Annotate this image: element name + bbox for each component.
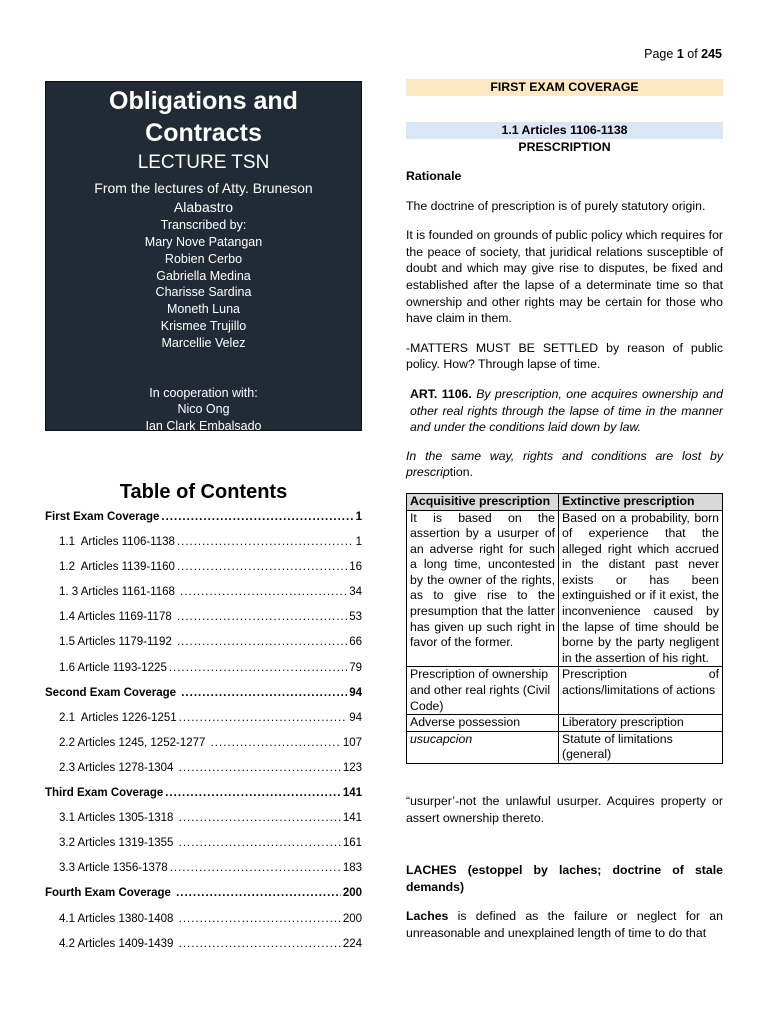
toc-entry-page: 79 (349, 661, 362, 674)
toc-entry-label: Second Exam Coverage (45, 686, 180, 699)
toc-entry-label: 1.1 Articles 1106-1138 (59, 536, 175, 549)
toc-entry-page: 141 (342, 812, 362, 825)
cover-lecturer-line2: Alabastro (173, 199, 234, 215)
table-cell: It is based on the assertion by a usurper of an adverse right for such a long time, uncontested by the owner of the rights, as to give rise to the presumption that the latter has given up such right in favor of the former. (407, 510, 559, 667)
toc-entry-label: 2.1 Articles 1226-1251 (59, 711, 177, 724)
table-cell: Statute of limitations (general) (559, 731, 723, 763)
main-content (406, 79, 723, 942)
toc-entry-page: 1 (355, 536, 362, 549)
toc-entry-page: 66 (349, 636, 362, 649)
cover-lecturer-line1: From the lectures of Atty. Bruneson (94, 180, 313, 196)
table-header-cell: Extinctive prescription (559, 493, 723, 510)
toc-dot-leader (179, 709, 348, 727)
toc-entry-articles[interactable] (45, 935, 362, 960)
toc-entry-page: 123 (342, 761, 362, 774)
toc-entry-label: 2.2 Articles 1245, 1252-1277 (59, 736, 209, 749)
toc-entry-articles[interactable] (45, 608, 362, 633)
paragraph-usurper: “usurper’-not the unlawful usurper. Acquires property or assert ownership thereto. (406, 794, 723, 825)
toc-entry-page: 107 (342, 736, 362, 749)
toc-entry-page: 1 (355, 511, 362, 523)
transcriber-name: Marcellie Velez (161, 335, 246, 350)
laches-text: is defined as the failure or neglect for an unreasonable and unexplained length of time to do that (406, 909, 723, 940)
toc-entry-articles[interactable] (45, 583, 362, 608)
toc-entry-coverage[interactable] (45, 684, 362, 709)
page-number: Page 1 of 245 (644, 47, 722, 61)
toc-entry-label: Third Exam Coverage (45, 787, 164, 800)
transcriber-list (46, 234, 361, 352)
toc-entry-page: 53 (349, 611, 362, 624)
toc-dot-leader (179, 834, 341, 852)
table-cell: Adverse possession (407, 715, 559, 732)
toc-title: Table of Contents (119, 481, 288, 503)
toc-entry-label: 3.3 Article 1356-1378 (59, 862, 168, 875)
table-cell: Prescription of actions/limitations of actions (559, 667, 723, 715)
toc-entry-label: 1.4 Articles 1169-1178 (59, 611, 175, 624)
transcriber-name: Charisse Sardina (155, 285, 252, 300)
article-1106 (406, 386, 723, 436)
toc-entry-coverage[interactable] (45, 508, 362, 533)
cooperator-name: Ian Clark Embalsado (145, 419, 262, 434)
toc-dot-leader (165, 784, 341, 802)
toc-dot-leader (211, 734, 341, 752)
table-header-cell: Acquisitive prescription (407, 493, 559, 510)
toc-entry-articles[interactable] (45, 533, 362, 558)
toc-dot-leader (177, 633, 347, 651)
section-band-articles: 1.1 Articles 1106-1138 (406, 122, 723, 139)
cover-block (45, 81, 362, 434)
toc-entry-page: 94 (349, 686, 362, 699)
table-of-contents (45, 508, 362, 960)
toc-entry-page: 183 (342, 862, 362, 875)
toc-entry-articles[interactable] (45, 709, 362, 734)
toc-entry-page: 224 (342, 937, 362, 950)
table-cell: Based on a probability, born of experience that the alleged right which accrued in the distant past never exists or has been extinguished or if it exist, the inconvenience caused by the lapse of time should be borne by the party negligent in the assertion of his right. (559, 510, 723, 667)
toc-entry-page: 34 (349, 586, 362, 599)
toc-entry-coverage[interactable] (45, 784, 362, 809)
cooperator-name: Nico Ong (177, 402, 230, 417)
toc-entry-articles[interactable] (45, 734, 362, 759)
toc-entry-articles[interactable] (45, 834, 362, 859)
rationale-heading: Rationale (406, 169, 462, 183)
toc-entry-articles[interactable] (45, 633, 362, 658)
toc-entry-page: 141 (342, 787, 362, 800)
cooperation-label: In cooperation with: (149, 385, 258, 400)
table-cell: Prescription of ownership and other real rights (Civil Code) (407, 667, 559, 715)
toc-entry-label: First Exam Coverage (45, 511, 160, 523)
prescription-comparison-table (406, 493, 723, 764)
table-row (407, 667, 723, 715)
toc-entry-page: 200 (342, 912, 362, 925)
prescription-heading: PRESCRIPTION (518, 140, 611, 154)
toc-entry-coverage[interactable] (45, 884, 362, 909)
table-cell: Liberatory prescription (559, 715, 723, 732)
toc-entry-label: 1.2 Articles 1139-1160 (59, 561, 175, 574)
cover-transcribed-label: Transcribed by: (160, 218, 247, 232)
laches-heading: LACHES (estoppel by laches; doctrine of stale demands) (406, 863, 723, 894)
transcriber-name: Mary Nove Patangan (144, 235, 263, 249)
table-row (407, 510, 723, 667)
toc-dot-leader (179, 910, 341, 928)
toc-entry-articles[interactable] (45, 809, 362, 834)
transcriber-name: Moneth Luna (167, 302, 240, 317)
toc-dot-leader (179, 935, 341, 953)
toc-dot-leader (169, 659, 347, 677)
toc-dot-leader (177, 558, 347, 576)
toc-dot-leader (170, 859, 341, 877)
toc-entry-articles[interactable] (45, 910, 362, 935)
toc-dot-leader (179, 759, 341, 777)
paragraph-matters: -MATTERS MUST BE SETTLED by reason of public policy. How? Through lapse of time. (406, 340, 723, 372)
toc-dot-leader (180, 583, 347, 601)
article-text: By prescription, one acquires ownership and other real rights through the lapse of time in the manner and under the conditions laid down by law. (410, 386, 723, 435)
table-row (407, 731, 723, 763)
cover-subtitle: LECTURE TSN (137, 152, 270, 173)
section-band-first-exam: FIRST EXAM COVERAGE (406, 79, 723, 96)
transcriber-name: Krismee Trujillo (160, 318, 247, 333)
toc-entry-label: 4.2 Articles 1409-1439 (59, 937, 177, 950)
laches-term: Laches (406, 909, 449, 924)
laches-paragraph (406, 908, 723, 941)
cooperation-block (46, 385, 361, 435)
toc-entry-page: 16 (349, 561, 362, 574)
toc-entry-articles[interactable] (45, 859, 362, 884)
transcriber-name: Robien Cerbo (164, 251, 243, 266)
paragraph-origin: The doctrine of prescription is of purely statutory origin. (406, 198, 706, 213)
toc-entry-articles[interactable] (45, 759, 362, 784)
toc-dot-leader (181, 684, 347, 702)
table-row (407, 715, 723, 732)
toc-dot-leader (179, 809, 341, 827)
toc-dot-leader (176, 884, 341, 902)
paragraph-public-policy: It is founded on grounds of public policy which requires for the peace of society, that juridical relations susceptible of doubt and which may give rise to disputes, be fixed and established after the lapse of a determinate time so that ownership and other rights may be certain for those who have claim in them. (406, 228, 723, 326)
article-label: ART. 1106. (410, 386, 472, 401)
toc-entry-page: 200 (342, 887, 362, 900)
toc-entry-label: 3.2 Articles 1319-1355 (59, 837, 177, 850)
article-1106-second: In the same way, rights and conditions are lost by prescription. (406, 448, 723, 480)
toc-entry-articles[interactable] (45, 558, 362, 583)
cover-title-line1: Obligations and (109, 87, 298, 115)
toc-dot-leader (177, 533, 354, 551)
toc-entry-label: 1.5 Articles 1179-1192 (59, 636, 175, 649)
toc-entry-page: 94 (349, 711, 362, 724)
toc-entry-label: 1. 3 Articles 1161-1168 (59, 586, 179, 599)
toc-entry-label: 1.6 Article 1193-1225 (59, 661, 167, 674)
toc-entry-label: Fourth Exam Coverage (45, 887, 175, 900)
toc-entry-label: 4.1 Articles 1380-1408 (59, 912, 177, 925)
transcriber-name: Gabriella Medina (156, 268, 251, 283)
toc-dot-leader (161, 508, 353, 526)
toc-entry-label: 3.1 Articles 1305-1318 (59, 812, 177, 825)
toc-dot-leader (177, 608, 347, 626)
toc-entry-page: 161 (342, 837, 362, 850)
cover-title-line2: Contracts (145, 119, 262, 147)
table-header-row (407, 493, 723, 510)
toc-entry-label: 2.3 Articles 1278-1304 (59, 761, 177, 774)
toc-entry-articles[interactable] (45, 659, 362, 684)
table-cell: usucapcion (407, 731, 559, 763)
